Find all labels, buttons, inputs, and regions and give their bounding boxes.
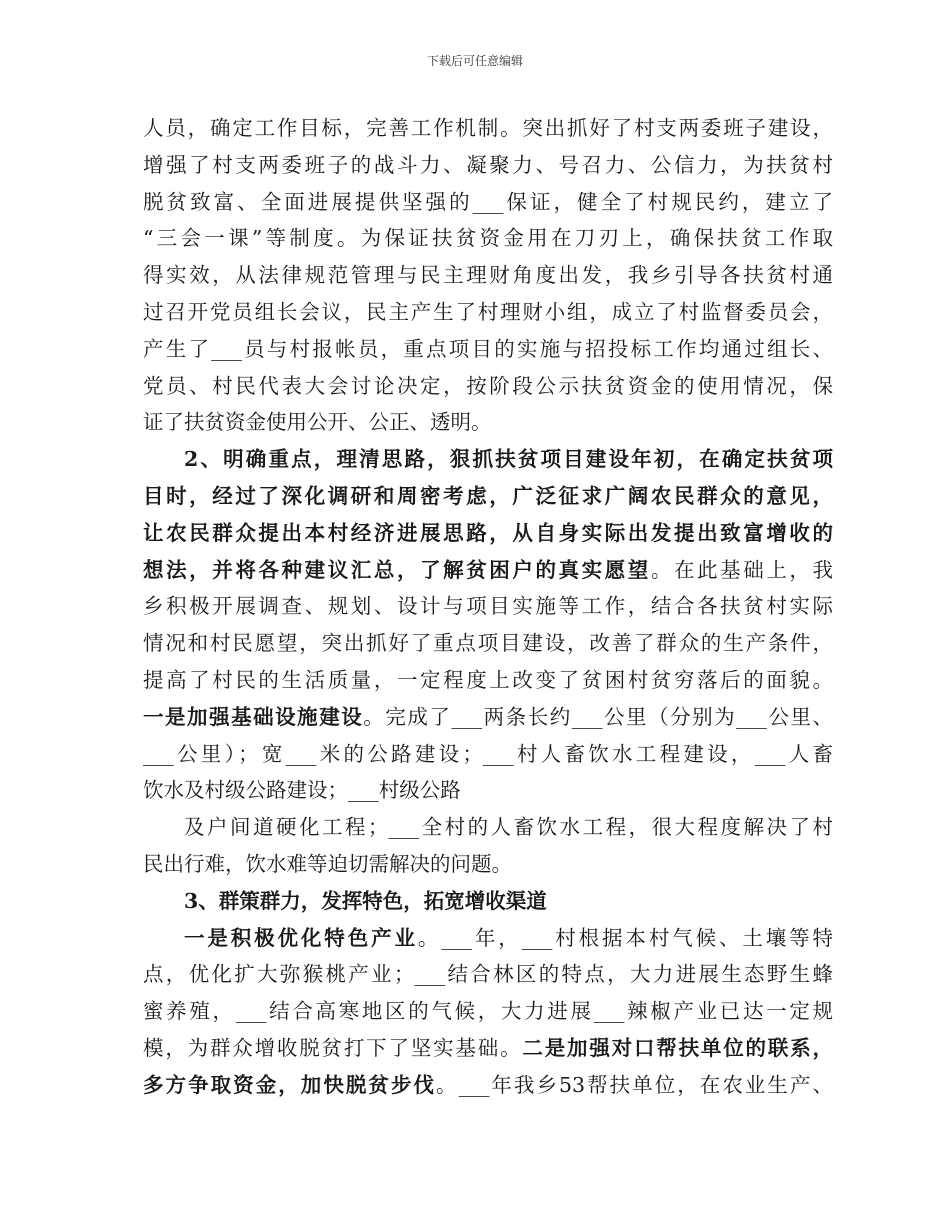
text-line: 乡积极开展调查、规划、设计与项目实施等工作，结合各扶贫村实际 bbox=[143, 594, 833, 619]
text-line: “三会一课”等制度。为保证扶贫资金用在刀刃上，确保扶贫工作取 bbox=[143, 226, 833, 251]
text-line: 党员、村民代表大会讨论决定，按阶段公示扶贫资金的使用情况，保 bbox=[143, 373, 833, 398]
bold-text: 一是积极优化特色产业 bbox=[184, 925, 418, 950]
text-line: 人员，确定工作目标，完善工作机制。突出抓好了村支两委班子建设， bbox=[143, 116, 833, 140]
text-line bbox=[143, 1067, 833, 1104]
text-line bbox=[143, 478, 833, 515]
text-line: 产生了___员与村报帐员，重点项目的实施与招投标工作均通过组长、 bbox=[143, 336, 833, 361]
text-line: 点，优化扩大弥猴桃产业；___结合林区的特点，大力进展生态野生蜂 bbox=[143, 962, 833, 987]
plain-text: 。___年，___村根据本村气候、土壤等特 bbox=[417, 925, 834, 950]
bold-text: 多方争取资金，加快脱贫步伐 bbox=[143, 1072, 437, 1097]
bold-text: 目时，经过了深化调研和周密考虑，广泛征求广阔农民群众的意见， bbox=[143, 483, 833, 508]
bold-text: 想法，并将各种建议汇总，了解贫困户的真实愿望 bbox=[143, 557, 651, 582]
bold-text: 3、群策群力，发挥特色，拓宽增收渠道 bbox=[184, 888, 547, 913]
text-line: 饮水及村级公路建设；___村级公路 bbox=[143, 778, 461, 803]
text-line bbox=[143, 920, 833, 957]
plain-text: 模，为群众增收脱贫打下了坚实基础。 bbox=[143, 1035, 523, 1060]
text-line: 过召开党员组长会议，民主产生了村理财小组，成立了村监督委员会， bbox=[143, 299, 833, 324]
bold-text: 让农民群众提出本村经济进展思路，从自身实际出发提出致富增收的 bbox=[143, 520, 833, 545]
text-line: 增强了村支两委班子的战斗力、凝聚力、号召力、公信力，为扶贫村 bbox=[143, 152, 833, 177]
text-line: 证了扶贫资金使用公开、公正、透明。 bbox=[143, 410, 492, 435]
text-line: 情况和村民愿望，突出抓好了重点项目建设，改善了群众的生产条件， bbox=[143, 631, 833, 656]
bold-text: 二是加强对口帮扶单位的联系， bbox=[522, 1035, 834, 1060]
text-line: 蜜养殖，___结合高寒地区的气候，大力进展___辣椒产业已达一定规 bbox=[143, 999, 833, 1024]
text-line bbox=[143, 1030, 833, 1067]
plain-text: 。完成了___两条长约___公里（分别为___公里、 bbox=[363, 704, 834, 729]
bold-text: 一是加强基础设施建设 bbox=[143, 704, 364, 729]
text-line: 得实效，从法律规范管理与民主理财角度出发，我乡引导各扶贫村通 bbox=[143, 263, 833, 288]
plain-text: 。___年我乡53帮扶单位，在农业生产、 bbox=[436, 1072, 834, 1097]
text-line: 及户间道硬化工程；___全村的人畜饮水工程，很大程度解决了村 bbox=[184, 815, 833, 840]
text-line bbox=[143, 699, 833, 736]
page-header: 下载后可任意编辑 bbox=[426, 54, 523, 68]
text-line: ___公里）；宽___米的公路建设；___村人畜饮水工程建设，___人畜 bbox=[143, 741, 833, 766]
plain-text: 。在此基础上，我 bbox=[650, 557, 834, 582]
section-heading-3 bbox=[143, 883, 833, 920]
bold-text: 2、明确重点，理清思路，狠抓扶贫项目建设年初，在确定扶贫项 bbox=[184, 447, 833, 472]
text-line: 提高了村民的生活质量，一定程度上改变了贫困村贫穷落后的面貌。 bbox=[143, 667, 833, 692]
text-line: 脱贫致富、全面进展提供坚强的___保证，健全了村规民约，建立了 bbox=[143, 189, 833, 214]
text-line bbox=[143, 552, 833, 589]
text-line bbox=[143, 515, 833, 552]
document-body bbox=[143, 110, 833, 1104]
section-heading-2 bbox=[143, 441, 833, 478]
text-line: 民出行难，饮水难等迫切需解决的问题。 bbox=[143, 851, 512, 876]
